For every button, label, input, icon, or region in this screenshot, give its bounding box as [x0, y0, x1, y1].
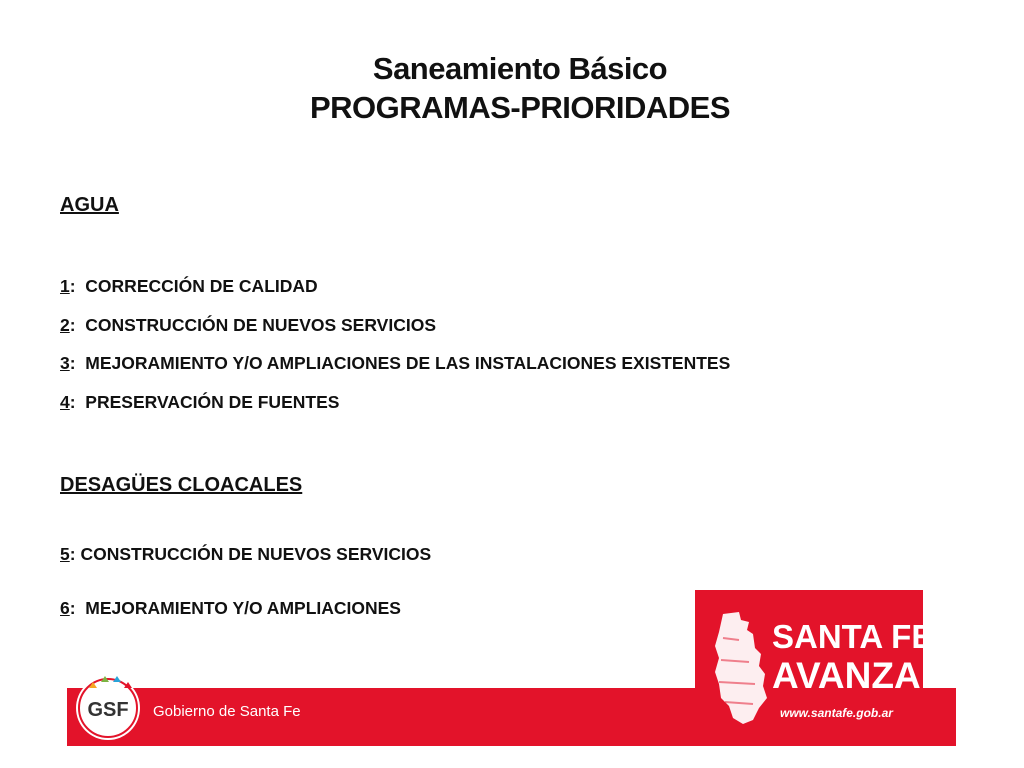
item-number: 5 — [60, 544, 70, 564]
gov-label: Gobierno de Santa Fe — [153, 703, 301, 720]
list-item — [60, 544, 431, 565]
brand-url: www.santafe.gob.ar — [780, 706, 893, 720]
province-map-icon — [709, 608, 769, 728]
list-item — [60, 353, 730, 374]
section-heading-agua: AGUA — [60, 194, 119, 216]
santa-fe-avanza-badge — [695, 590, 934, 742]
item-number: 4 — [60, 392, 70, 412]
item-text: MEJORAMIENTO Y/O AMPLIACIONES — [85, 598, 401, 618]
item-text: CONSTRUCCIÓN DE NUEVOS SERVICIOS — [80, 544, 432, 564]
item-separator: : — [69, 392, 86, 412]
item-text: PRESERVACIÓN DE FUENTES — [85, 392, 340, 412]
item-number: 2 — [60, 315, 70, 335]
item-text: MEJORAMIENTO Y/O AMPLIACIONES DE LAS INSTALACIONES EXISTENTES — [85, 353, 731, 373]
item-text: CONSTRUCCIÓN DE NUEVOS SERVICIOS — [85, 315, 436, 335]
brand-line2: AVANZA — [772, 655, 921, 696]
section-desagues-cloacales — [60, 474, 432, 618]
slide-title-line2: PROGRAMAS-PRIORIDADES — [309, 90, 731, 125]
list-item — [60, 315, 436, 336]
item-separator: : — [69, 598, 86, 618]
item-number: 1 — [60, 276, 70, 296]
list-item — [60, 276, 318, 297]
list-item — [60, 598, 401, 619]
section-heading-cloacas: DESAGÜES CLOACALES — [60, 474, 303, 496]
item-separator: : — [69, 544, 81, 564]
list-item — [60, 392, 339, 413]
slide-title — [0, 50, 1024, 128]
item-separator: : — [69, 315, 86, 335]
item-number: 3 — [60, 353, 70, 373]
item-separator: : — [69, 276, 86, 296]
section-agua — [60, 194, 731, 412]
brand-line1: SANTA FE — [772, 618, 934, 655]
slide-title-line1: Saneamiento Básico — [372, 51, 668, 86]
item-separator: : — [69, 353, 86, 373]
item-number: 6 — [60, 598, 70, 618]
gsf-logo-text: GSF — [87, 699, 129, 721]
gsf-logo — [67, 666, 149, 744]
item-text: CORRECCIÓN DE CALIDAD — [85, 276, 318, 296]
